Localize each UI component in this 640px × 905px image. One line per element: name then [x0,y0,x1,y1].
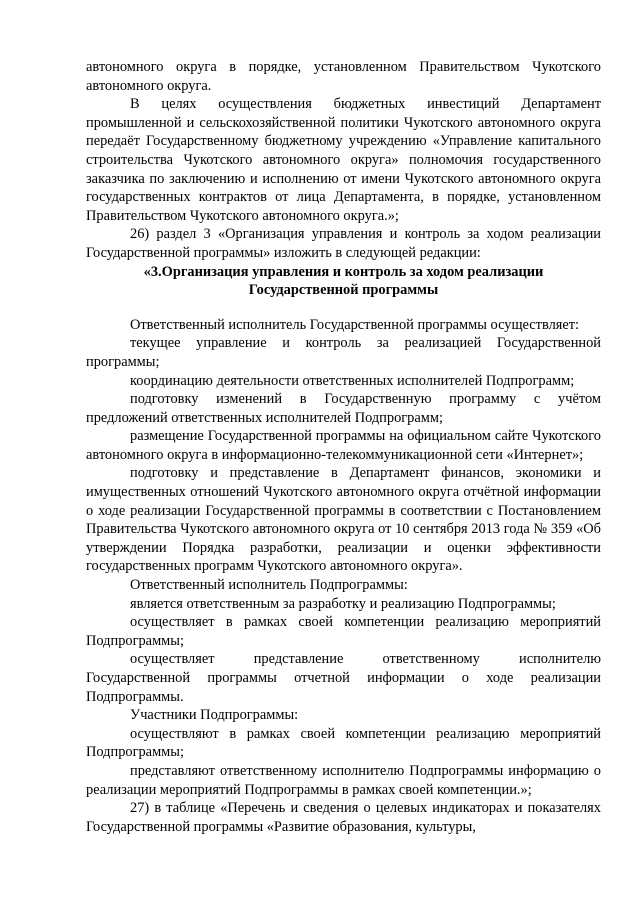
paragraph: подготовку изменений в Государственную программу с учётом предложений ответственных исполнителей Подпрограмм; [86,391,601,426]
paragraph: 27) в таблице «Перечень и сведения о целевых индикаторах и показателях Государственной программы «Развитие образования, культуры, [86,800,601,835]
paragraph: Ответственный исполнитель Государственной программы осуществляет: [130,316,580,333]
paragraph: координацию деятельности ответственных исполнителей Подпрограмм; [130,372,575,389]
paragraph: подготовку и представление в Департамент финансов, экономики и имущественных отношений Чукотского автономного округа отчётной информации о ходе реализации Государственной программы в соответствии с Постановлением Правительства Чукотского автономного округа от 10 сентября 2013 года № 359 «Об утверждении Порядка разработки, реализации и оценки эффективности государственных программ Чукотского автономного округа». [86,465,601,575]
paragraph: текущее управление и контроль за реализацией Государственной программы; [86,335,601,370]
paragraph: представляют ответственному исполнителю Подпрограммы информацию о реализации мероприятий Подпрограммы в рамках своей компетенции.»; [86,762,601,798]
paragraph: осуществляет представление ответственному исполнителю Государственной программы отчетной информации о ходе реализации Подпрограммы. [86,651,601,705]
paragraph: Участники Подпрограммы: [130,707,299,724]
paragraph: размещение Государственной программы на официальном сайте Чукотского автономного округа в информационно-телекоммуникационной сети «Интернет»; [86,428,601,463]
paragraph: В целях осуществления бюджетных инвестиций Департамент промышленной и сельскохозяйственной политики Чукотского автономного округа передаёт Государственному бюджетному учреждению «Управление капитального строительства Чукотского автономного округа» полномочия государственного заказчика по заключению и исполнению от имени Чукотского автономного округа государственных контрактов от лица Департамента, в порядке, установленном Правительством Чукотского автономного округа.»; [86,96,601,224]
paragraph: осуществляют в рамках своей компетенции реализацию мероприятий Подпрограммы; [86,725,601,761]
paragraph: автономного округа в порядке, установленном Правительством Чукотского автономного округа. [86,59,601,94]
spacer [86,300,601,316]
document-text [86,58,601,836]
paragraph: осуществляет в рамках своей компетенции реализацию мероприятий Подпрограммы; [86,614,601,649]
section-heading-line-1: «3.Организация управления и контроль за ходом реализации [143,263,544,280]
section-heading-line-2: Государственной программы [248,282,439,299]
paragraph: является ответственным за разработку и реализацию Подпрограммы; [130,595,556,612]
paragraph: Ответственный исполнитель Подпрограммы: [130,577,408,594]
paragraph: 26) раздел 3 «Организация управления и контроль за ходом реализации Государственной программы» изложить в следующей редакции: [86,226,601,261]
